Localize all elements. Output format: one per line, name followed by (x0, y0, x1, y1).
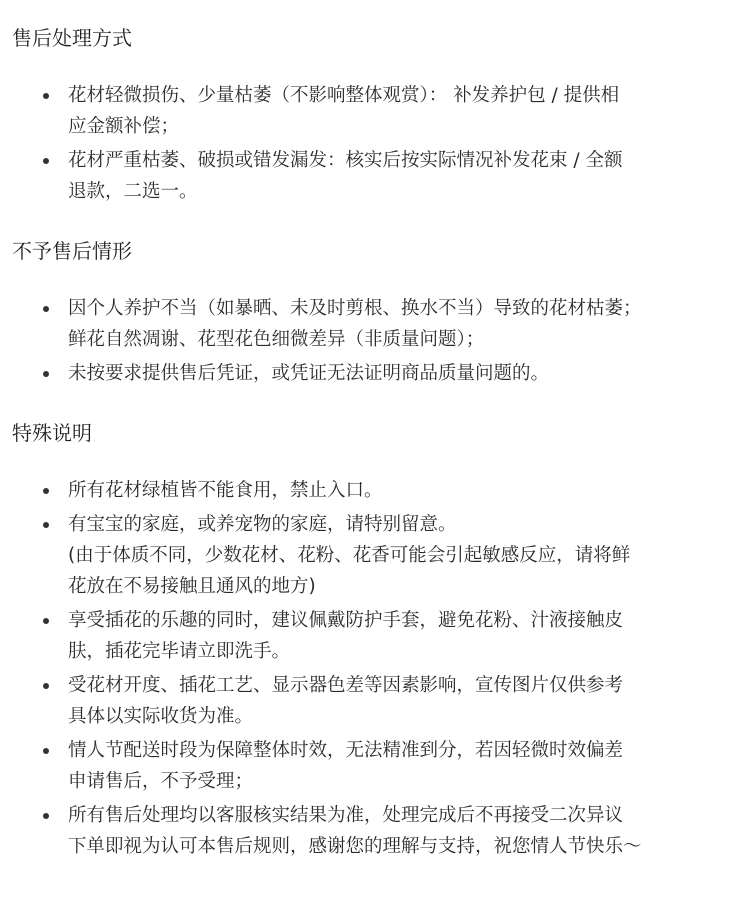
list-item-text: 情人节配送时段为保障整体时效，无法精准到分，若因轻微时效偏差 申请售后，不予受理； (68, 740, 624, 792)
bullet-list (12, 80, 738, 207)
bullet-dot-icon (43, 683, 49, 689)
list-item-text: 未按要求提供售后凭证，或凭证无法证明商品质量问题的。 (68, 363, 550, 384)
list-item (12, 735, 738, 797)
list-item (12, 670, 738, 732)
bullet-dot-icon (43, 371, 49, 377)
list-item (12, 605, 738, 667)
list-item-text: 有宝宝的家庭，或养宠物的家庭，请特别留意。 (由于体质不同，少数花材、花粉、花香可能会引起敏感反应，请将鲜 花放在不易接触且通风的地方) (68, 514, 631, 597)
section-special-notes (12, 419, 738, 862)
bullet-dot-icon (43, 306, 49, 312)
list-item (12, 475, 738, 506)
list-item-text: 所有售后处理均以客服核实结果为准，处理完成后不再接受二次异议 下单即视为认可本售后规则，感谢您的理解与支持，祝您情人节快乐～ (68, 805, 642, 857)
list-item (12, 800, 738, 862)
bullet-dot-icon (43, 93, 49, 99)
bullet-dot-icon (43, 813, 49, 819)
list-item-text: 享受插花的乐趣的同时，建议佩戴防护手套，避免花粉、汁液接触皮 肤，插花完毕请立即洗手。 (68, 610, 624, 662)
section-after-sales-handling (12, 24, 738, 207)
list-item-text: 花材轻微损伤、少量枯萎（不影响整体观赏）： 补发养护包 / 提供相 应金额补偿； (68, 85, 620, 137)
list-item (12, 358, 738, 389)
list-item (12, 509, 738, 602)
list-item (12, 145, 738, 207)
bullet-dot-icon (43, 618, 49, 624)
bullet-dot-icon (43, 158, 49, 164)
list-item-text: 受花材开度、插花工艺、显示器色差等因素影响，宣传图片仅供参考 具体以实际收货为准。 (68, 675, 624, 727)
bullet-dot-icon (43, 748, 49, 754)
list-item-text: 所有花材绿植皆不能食用，禁止入口。 (68, 480, 383, 501)
bullet-list (12, 293, 738, 389)
section-title: 不予售后情形 (12, 239, 132, 263)
section-title: 售后处理方式 (12, 26, 132, 50)
section-title: 特殊说明 (12, 421, 92, 445)
bullet-dot-icon (43, 522, 49, 528)
section-no-after-sales (12, 237, 738, 389)
bullet-dot-icon (43, 488, 49, 494)
bullet-list (12, 475, 738, 862)
list-item (12, 80, 738, 142)
list-item (12, 293, 738, 355)
list-item-text: 因个人养护不当（如暴晒、未及时剪根、换水不当）导致的花材枯萎； 鲜花自然凋谢、花型花色细微差异（非质量问题）； (68, 298, 642, 350)
list-item-text: 花材严重枯萎、破损或错发漏发：核实后按实际情况补发花束 / 全额 退款，二选一。 (68, 150, 623, 202)
